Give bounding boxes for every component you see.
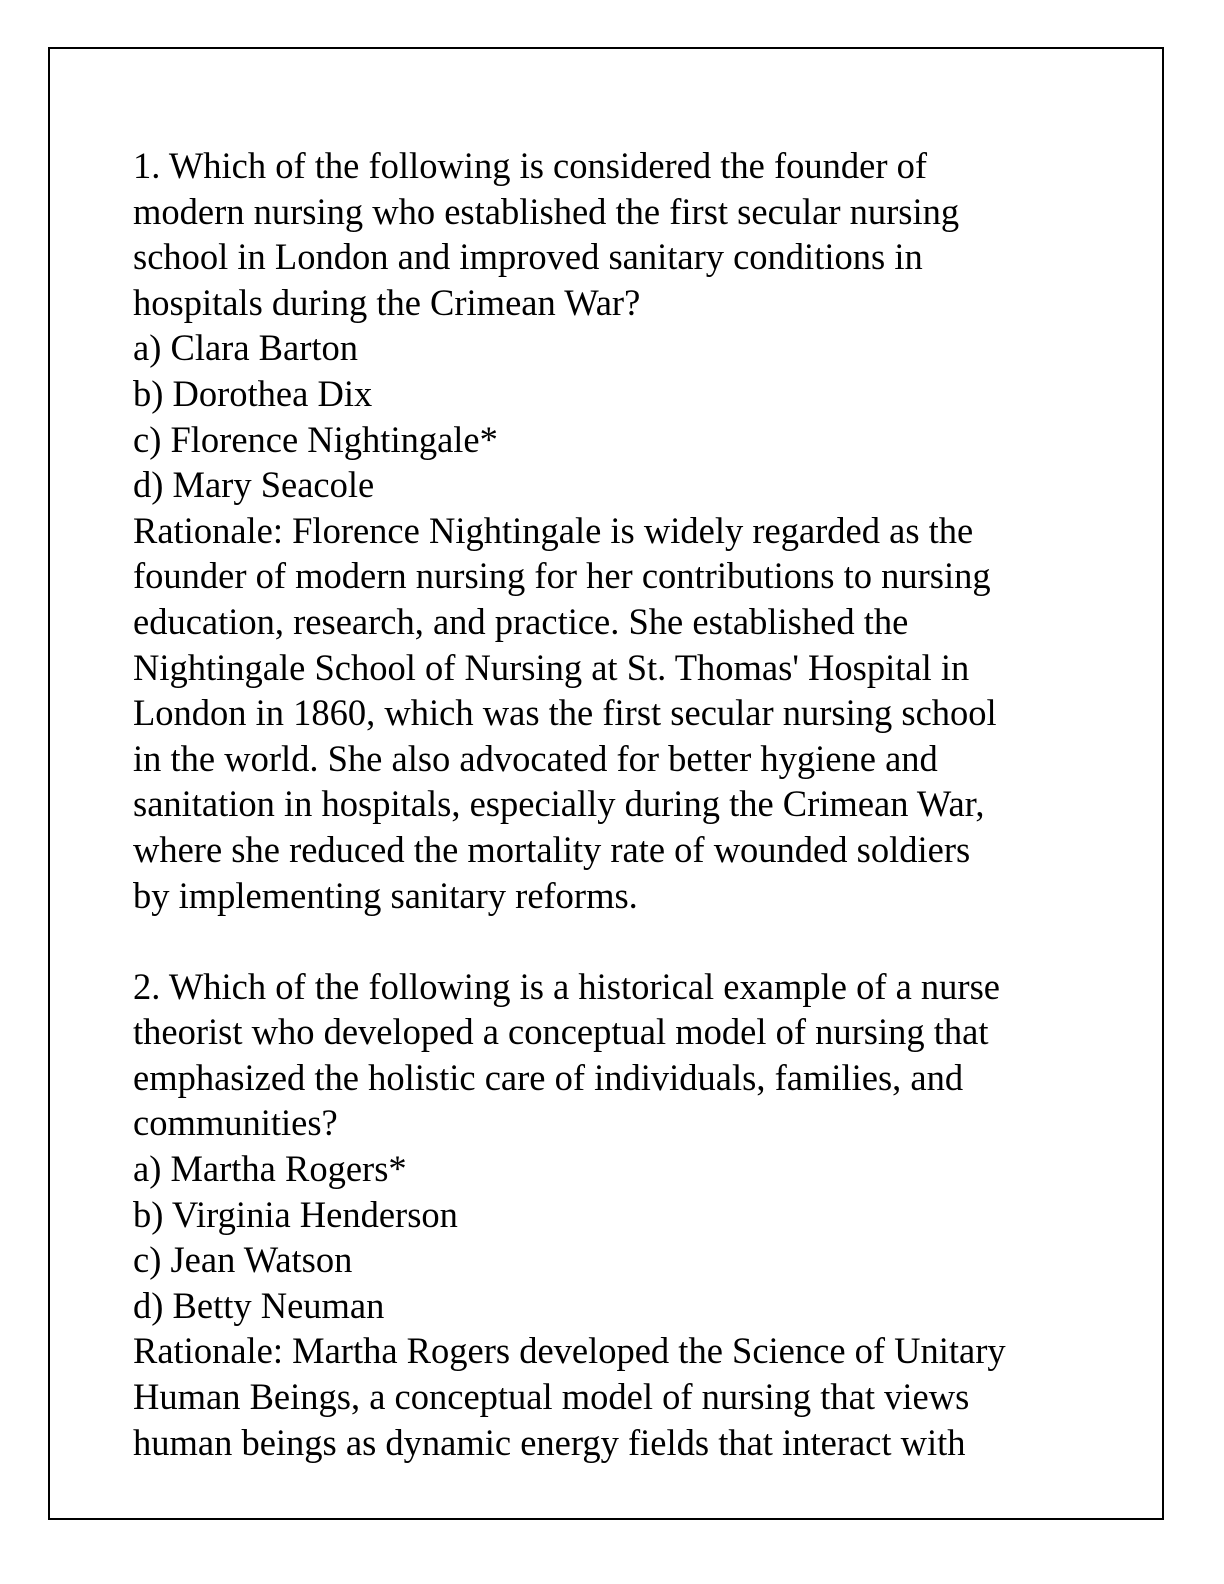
question-1-options [133, 325, 1133, 507]
document-body [133, 143, 1133, 1465]
rationale-line: Rationale: Florence Nightingale is widely regarded as the [133, 509, 974, 551]
option-a: a) Martha Rogers* [133, 1148, 407, 1190]
question-1-stem [133, 143, 1133, 325]
stem-line: modern nursing who established the first secular nursing [133, 190, 960, 232]
rationale-line: where she reduced the mortality rate of wounded soldiers [133, 828, 971, 870]
question-2-rationale [133, 1328, 1133, 1465]
stem-line: 2. Which of the following is a historical example of a nurse [133, 965, 1000, 1007]
stem-line: communities? [133, 1102, 338, 1144]
option-a: a) Clara Barton [133, 327, 358, 369]
rationale-line: Nightingale School of Nursing at St. Thomas' Hospital in [133, 646, 970, 688]
question-1 [133, 143, 1133, 918]
rationale-line: sanitation in hospitals, especially during the Crimean War, [133, 783, 985, 825]
rationale-line: Rationale: Martha Rogers developed the Science of Unitary [133, 1330, 1006, 1372]
rationale-line: founder of modern nursing for her contributions to nursing [133, 555, 991, 597]
question-2-options [133, 1146, 1133, 1328]
question-2-stem [133, 964, 1133, 1146]
rationale-line: Human Beings, a conceptual model of nursing that views [133, 1376, 970, 1418]
rationale-line: London in 1860, which was the first secular nursing school [133, 692, 997, 734]
stem-line: hospitals during the Crimean War? [133, 281, 641, 323]
question-separator [133, 918, 1133, 964]
option-c: c) Florence Nightingale* [133, 418, 498, 460]
option-d: d) Betty Neuman [133, 1284, 385, 1326]
rationale-line: human beings as dynamic energy fields that interact with [133, 1421, 966, 1463]
stem-line: school in London and improved sanitary conditions in [133, 236, 923, 278]
stem-line: emphasized the holistic care of individuals, families, and [133, 1056, 964, 1098]
option-d: d) Mary Seacole [133, 464, 375, 506]
option-c: c) Jean Watson [133, 1239, 353, 1281]
stem-line: 1. Which of the following is considered the founder of [133, 145, 928, 186]
rationale-line: in the world. She also advocated for better hygiene and [133, 737, 938, 779]
rationale-line: by implementing sanitary reforms. [133, 874, 638, 916]
question-1-rationale [133, 508, 1133, 918]
option-b: b) Dorothea Dix [133, 372, 373, 414]
stem-line: theorist who developed a conceptual model of nursing that [133, 1011, 989, 1053]
question-2 [133, 964, 1133, 1466]
option-b: b) Virginia Henderson [133, 1193, 458, 1235]
rationale-line: education, research, and practice. She established the [133, 600, 909, 642]
